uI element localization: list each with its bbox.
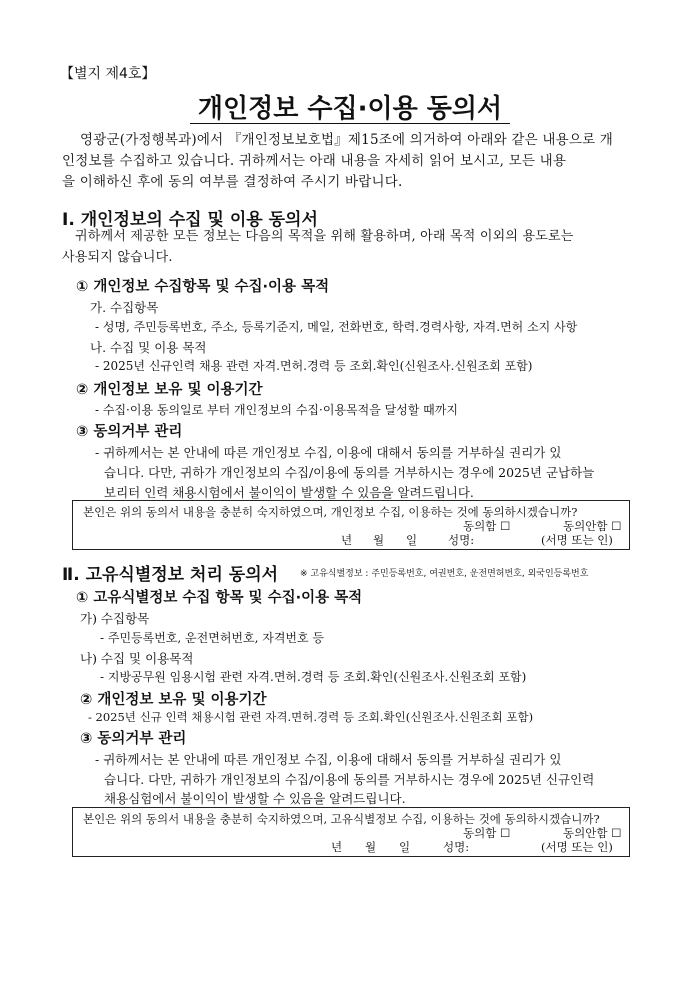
section1-heading: Ⅰ. 개인정보의 수집 및 이용 동의서 bbox=[62, 210, 318, 230]
section1-sub3-line-1: - 귀하께서는 본 안내에 따른 개인정보 수집, 이용에 대해서 동의를 거부하실 권리가 있 bbox=[95, 445, 562, 460]
section2-sign-label: (서명 또는 인) bbox=[541, 840, 613, 854]
section1-sub3-heading: ③ 동의거부 관리 bbox=[76, 424, 183, 440]
section1-consent-question: 본인은 위의 동의서 내용을 충분히 숙지하였으며, 개인정보 수집, 이용하는 것에 동의하시겠습니까? bbox=[83, 505, 578, 519]
section2-year-label: 년 bbox=[331, 840, 343, 854]
section2-month-label: 월 bbox=[365, 840, 377, 854]
section1-sub1-b-item: - 2025년 신규인력 채용 관련 자격.면허.경력 등 조회.확인(신원조사.신원조회 포함) bbox=[95, 359, 533, 373]
section1-desc-line-2: 사용되지 않습니다. bbox=[62, 250, 173, 265]
section1-agree-checkbox[interactable]: 동의함 ☐ bbox=[463, 519, 511, 533]
section1-sub3-line-2: 습니다. 다만, 귀하가 개인정보의 수집/이용에 동의를 거부하시는 경우에 2025년 군납하늘 bbox=[104, 465, 595, 480]
section1-sub2-item: - 수집·이용 동의일로 부터 개인정보의 수집·이용목적을 달성할 때까지 bbox=[95, 403, 458, 417]
section1-sub1-a-label: 가. 수집항목 bbox=[90, 300, 159, 315]
section2-disagree-checkbox[interactable]: 동의안함 ☐ bbox=[563, 826, 622, 840]
section2-sub1-b-item: - 지방공무원 임용시험 관련 자격.면허.경력 등 조회.확인(신원조사.신원조회 포함) bbox=[100, 670, 527, 684]
section1-name-label: 성명: bbox=[448, 533, 475, 547]
section2-sub3-line-1: - 귀하께서는 본 안내에 따른 개인정보 수집, 이용에 대해서 동의를 거부하실 권리가 있 bbox=[95, 752, 562, 767]
section2-heading: Ⅱ. 고유식별정보 처리 동의서 bbox=[62, 565, 279, 585]
section2-sub3-heading: ③ 동의거부 관리 bbox=[80, 731, 187, 747]
section2-sub1-heading: ① 고유식별정보 수집 항목 및 수집·이용 목적 bbox=[76, 590, 363, 606]
section1-consent-box bbox=[72, 500, 630, 550]
intro-line-3: 을 이해하신 후에 동의 여부를 결정하여 주시기 바랍니다. bbox=[62, 174, 403, 190]
section2-name-label: 성명: bbox=[443, 840, 470, 854]
section1-sub3-line-3: 보리터 인력 채용시험에서 불이익이 발생할 수 있음을 알려드립니다. bbox=[104, 485, 474, 500]
section2-consent-box bbox=[72, 807, 630, 857]
title-underline bbox=[190, 123, 510, 124]
section1-sign-label: (서명 또는 인) bbox=[541, 533, 613, 547]
document-title: 개인정보 수집·이용 동의서 bbox=[197, 94, 503, 124]
section2-sub2-item: - 2025년 신규 인력 채용시험 관련 자격.면허.경력 등 조회.확인(신원조사.신원조회 포함) bbox=[88, 710, 534, 724]
section1-sub2-heading: ② 개인정보 보유 및 이용기간 bbox=[76, 382, 263, 398]
section1-month-label: 월 bbox=[373, 533, 385, 547]
section1-desc-line-1: 귀하께서 제공한 모든 정보는 다음의 목적을 위해 활용하며, 아래 목적 이외의 용도로는 bbox=[75, 229, 574, 244]
section1-sub1-heading: ① 개인정보 수집항목 및 수집·이용 목적 bbox=[76, 279, 330, 295]
section1-year-label: 년 bbox=[341, 533, 353, 547]
intro-line-2: 인정보를 수집하고 있습니다. 귀하께서는 아래 내용을 자세히 읽어 보시고, 모든 내용 bbox=[62, 153, 567, 169]
section2-sub1-a-item: - 주민등록번호, 운전면허번호, 자격번호 등 bbox=[100, 631, 325, 645]
section2-sub1-b-label: 나) 수집 및 이용목적 bbox=[80, 651, 194, 666]
section1-disagree-checkbox[interactable]: 동의안함 ☐ bbox=[563, 519, 622, 533]
section2-sub3-line-3: 채용심험에서 불이익이 발생할 수 있음을 알려드립니다. bbox=[104, 791, 406, 806]
section2-sub3-line-2: 습니다. 다만, 귀하가 개인정보의 수집/이용에 동의를 거부하시는 경우에 2025년 신규인력 bbox=[104, 772, 595, 787]
form-label: 【별지 제4호】 bbox=[60, 66, 156, 82]
section1-sub1-b-label: 나. 수집 및 이용 목적 bbox=[90, 340, 207, 355]
section2-sub1-a-label: 가) 수집항목 bbox=[80, 611, 150, 626]
section2-day-label: 일 bbox=[399, 840, 411, 854]
section1-day-label: 일 bbox=[406, 533, 418, 547]
section2-agree-checkbox[interactable]: 동의함 ☐ bbox=[463, 826, 511, 840]
section2-sub2-heading: ② 개인정보 보유 및 이용기간 bbox=[80, 692, 267, 708]
section2-consent-question: 본인은 위의 동의서 내용을 충분히 숙지하였으며, 고유식별정보 수집, 이용하는 것에 동의하시겠습니까? bbox=[83, 812, 600, 826]
intro-line-1: 영광군(가정행복과)에서 『개인정보보호법』제15조에 의거하여 아래와 같은 내용으로 개 bbox=[80, 132, 614, 148]
section2-note: ※ 고유식별정보 : 주민등록번호, 여권번호, 운전면허번호, 외국인등록번호 bbox=[300, 569, 589, 579]
section1-sub1-a-item: - 성명, 주민등록번호, 주소, 등록기준지, 메일, 전화번호, 학력.경력사항, 자격.면허 소지 사항 bbox=[95, 320, 578, 334]
